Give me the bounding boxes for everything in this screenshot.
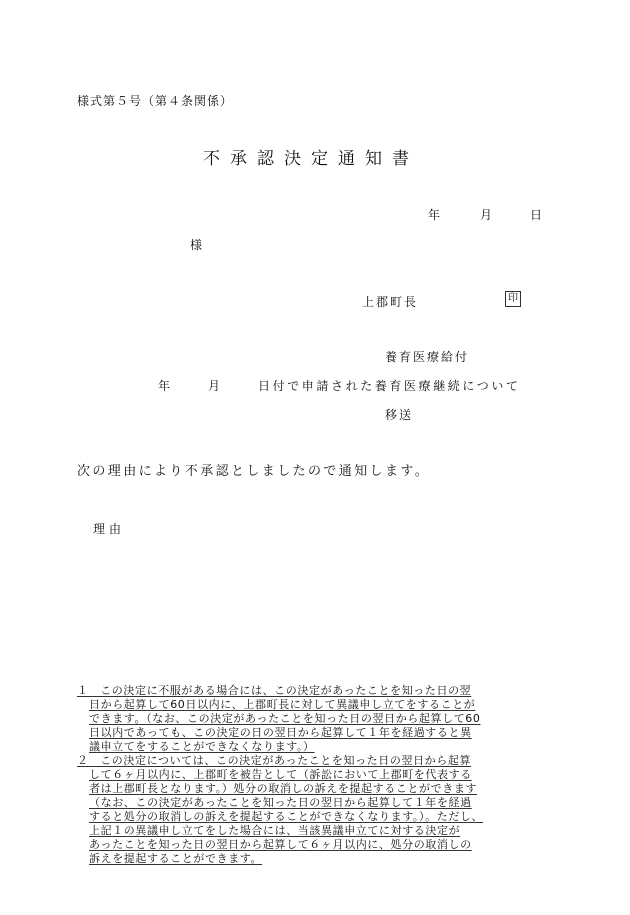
seal-mark: 印 (505, 291, 521, 307)
request-month-label: 月 (208, 379, 221, 393)
note-line: 訴えを提起することができます。 (89, 852, 263, 865)
reason-label: 理由 (93, 522, 126, 536)
form-number: 様式第５号（第４条関係） (77, 94, 234, 108)
request-option-transfer: 移送 (385, 408, 414, 422)
date-day-label: 日 (530, 208, 543, 222)
note-line: 議申立てをすることができなくなります。） (89, 740, 315, 753)
request-option-medical-benefit: 養育医療給付 (385, 350, 470, 364)
request-statement: 日付で申請された養育医療継続について (258, 379, 521, 393)
document-title: 不承認決定通知書 (203, 149, 419, 169)
note-line: あったことを知った日の翌日から起算して６ヶ月以内に、処分の取消しの (89, 838, 472, 851)
note-line: ２ この決定については、この決定があったことを知った日の翌日から起算 (77, 754, 472, 767)
note-line: 者は上郡町長となります。）処分の取消しの訴えを提起することができます (89, 782, 478, 795)
note-line: できます。（なお、この決定があったことを知った日の翌日から起算して60 (89, 712, 481, 725)
note-line: （なお、この決定があったことを知った日の翌日から起算して１年を経過 (89, 796, 472, 809)
issuer-name: 上郡町長 (362, 295, 419, 309)
note-line: して６ヶ月以内に、上郡町を被告として（訴訟において上郡町を代表する (89, 768, 472, 781)
note-line: 日から起算して60日以内に、上郡町長に対して異議申し立てをすることが (89, 698, 476, 711)
appeal-notes (77, 684, 557, 866)
request-year-label: 年 (158, 379, 171, 393)
addressee-suffix: 様 (190, 238, 203, 252)
date-month-label: 月 (480, 208, 493, 222)
main-notice-text: 次の理由により不承認としましたので通知します。 (77, 464, 431, 479)
date-year-label: 年 (428, 208, 441, 222)
note-line: 日以内であっても、この決定の日の翌日から起算して１年を経過すると異 (89, 726, 472, 739)
note-line: すると処分の取消しの訴えを提起することができなくなります。）。ただし、 (89, 810, 484, 823)
note-line: 上記１の異議申し立てをした場合には、当該異議申立てに対する決定が (89, 824, 461, 837)
note-line: １ この決定に不服がある場合には、この決定があったことを知った日の翌 (77, 684, 472, 697)
